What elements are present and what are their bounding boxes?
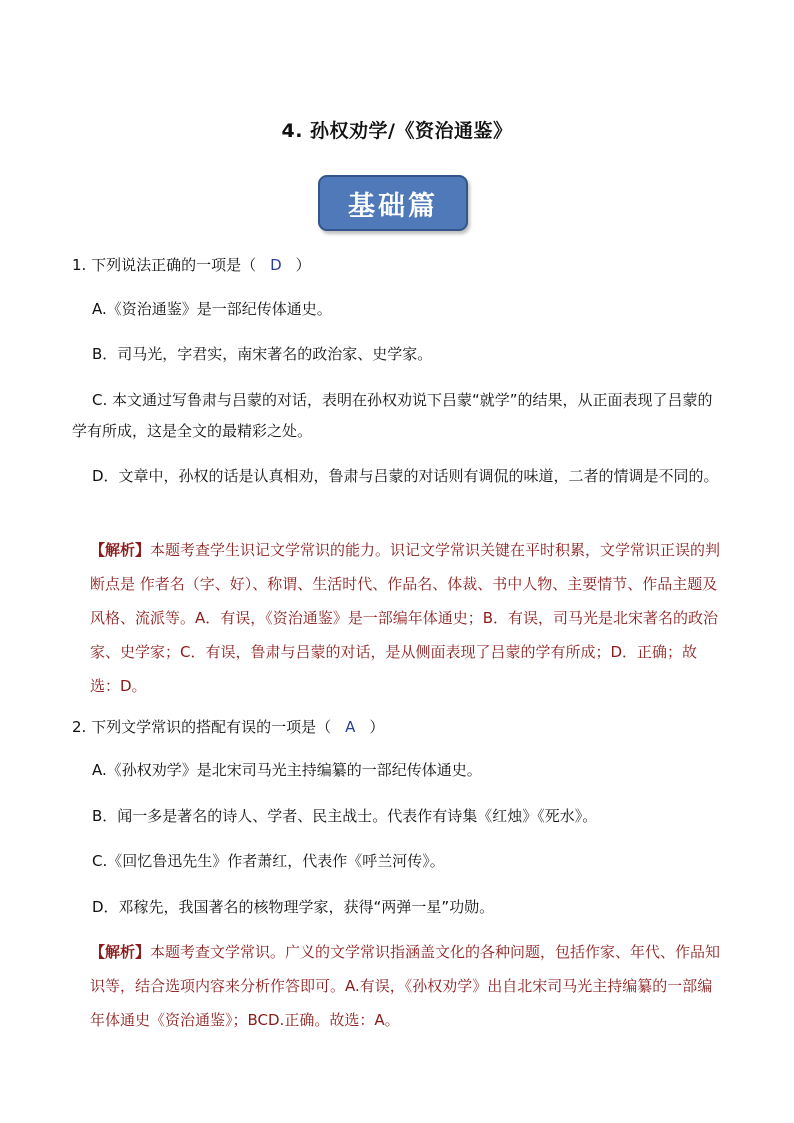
question-1-option-b: B．司马光，字君实，南宋著名的政治家、史学家。 bbox=[92, 345, 433, 363]
question-2-option-b: B．闻一多是著名的诗人、学者、民主战士。代表作有诗集《红烛》《死水》。 bbox=[92, 807, 598, 825]
question-1-option-a: A.《资治通鉴》是一部纪传体通史。 bbox=[92, 300, 332, 318]
question-1-analysis bbox=[90, 533, 722, 703]
question-stem-close: ） bbox=[369, 718, 385, 736]
analysis-text: 本题考查学生识记文学常识的能力。识记文学常识关键在平时积累，文学常识正误的判断点是 作者名（字、好）、称谓、生活时代、作品名、体裁、书中人物、主要情节、作品主题及风格、流派等。A．有误，《资治通鉴》是一部编年体通史；B．有误，司马光是北宋著名的政治家、史学家；C．有误，鲁肃与吕蒙的对话，是从侧面表现了吕蒙的学有所成；D．正确；故选：D。 bbox=[90, 541, 721, 695]
question-stem-close: ） bbox=[295, 256, 311, 274]
question-2-option-c: C.《回忆鲁迅先生》作者萧红，代表作《呼兰河传》。 bbox=[92, 852, 445, 870]
question-2-option-a: A.《孙权劝学》是北宋司马光主持编纂的一部纪传体通史。 bbox=[92, 761, 482, 779]
question-1-option-c: C. 本文通过写鲁肃与吕蒙的对话，表明在孙权劝说下吕蒙“就学”的结果，从正面表现了吕蒙的学有所成，这是全文的最精彩之处。 bbox=[72, 391, 713, 440]
answer-letter: A bbox=[345, 718, 356, 736]
page-title: 4. 孙权劝学/《资治通鉴》 bbox=[281, 120, 513, 142]
question-2-stem bbox=[72, 717, 384, 737]
question-2-analysis bbox=[90, 935, 722, 1037]
section-badge-label: 基础篇 bbox=[348, 190, 438, 222]
answer-letter: D bbox=[270, 256, 282, 274]
analysis-tag: 【解析】 bbox=[90, 943, 151, 961]
question-1-stem bbox=[72, 255, 311, 275]
question-1-option-d: D．文章中，孙权的话是认真相劝，鲁肃与吕蒙的对话则有调侃的味道，二者的情调是不同的。 bbox=[92, 467, 719, 485]
section-badge bbox=[318, 175, 468, 231]
question-stem-text: 2. 下列文学常识的搭配有误的一项是（ bbox=[72, 718, 332, 736]
analysis-text: 本题考查文学常识。广义的文学常识指涵盖文化的各种问题，包括作家、年代、作品知识等，结合选项内容来分析作答即可。A.有误，《孙权劝学》出自北宋司马光主持编纂的一部编年体通史《资治通鉴》；BCD.正确。故选：A。 bbox=[90, 943, 721, 1029]
analysis-tag: 【解析】 bbox=[90, 541, 151, 559]
question-2-option-d: D．邓稼先，我国著名的核物理学家，获得“两弹一星”功勋。 bbox=[92, 898, 495, 916]
question-stem-text: 1. 下列说法正确的一项是（ bbox=[72, 256, 257, 274]
